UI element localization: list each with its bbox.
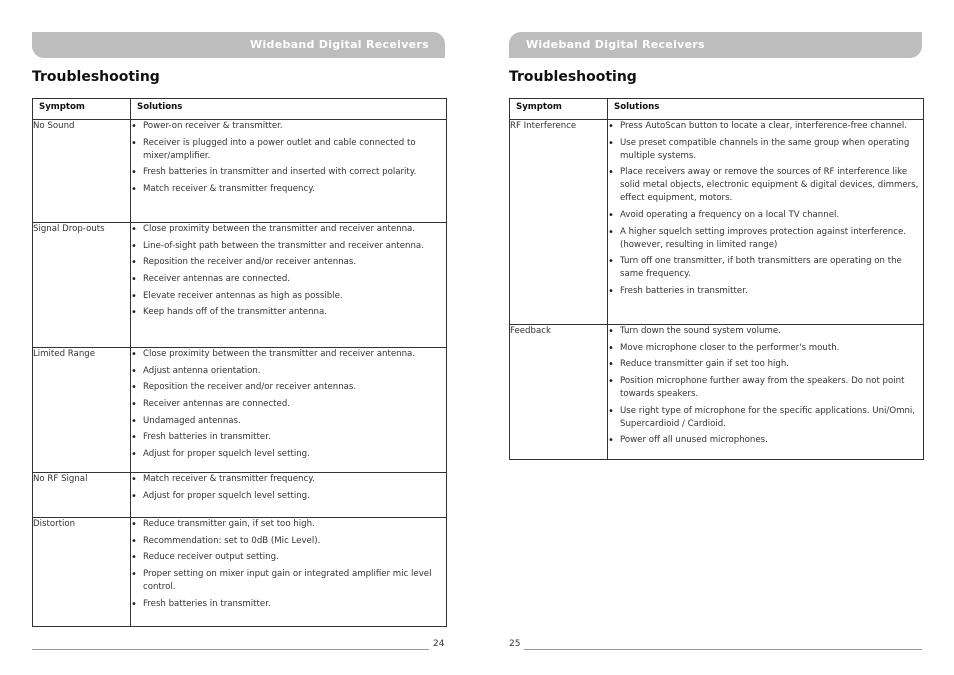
list-item: • Line-of-sight path between the transmitter and receiver antenna. bbox=[131, 240, 446, 253]
symptom-cell: RF Interference bbox=[510, 120, 608, 325]
table-row bbox=[510, 120, 924, 325]
list-item: • Reduce receiver output setting. bbox=[131, 551, 446, 564]
troubleshooting-table bbox=[509, 98, 924, 460]
list-item: • Position microphone further away from the speakers. Do not point towards speakers. bbox=[608, 375, 923, 401]
solutions-list bbox=[131, 120, 446, 196]
footer-divider bbox=[32, 649, 429, 650]
header-banner bbox=[509, 32, 922, 58]
list-item: • Use right type of microphone for the specific applications. Uni/Omni, Supercardioid / Cardioid. bbox=[608, 405, 923, 431]
list-item: • Fresh batteries in transmitter and inserted with correct polarity. bbox=[131, 166, 446, 179]
solutions-list bbox=[131, 473, 446, 503]
symptom-column-header: Symptom bbox=[510, 99, 608, 120]
list-item: • Press AutoScan button to locate a clear, interference-free channel. bbox=[608, 120, 923, 133]
symptom-cell: No Sound bbox=[33, 120, 131, 223]
list-item: • Fresh batteries in transmitter. bbox=[131, 598, 446, 611]
solutions-cell bbox=[131, 473, 447, 518]
solutions-cell bbox=[131, 120, 447, 223]
list-item: • Receiver antennas are connected. bbox=[131, 398, 446, 411]
solutions-cell bbox=[131, 348, 447, 473]
list-item: • Move microphone closer to the performer's mouth. bbox=[608, 342, 923, 355]
list-item: • Reposition the receiver and/or receiver antennas. bbox=[131, 381, 446, 394]
header-title: Wideband Digital Receivers bbox=[250, 38, 429, 51]
right-page bbox=[509, 0, 923, 675]
solutions-list bbox=[131, 348, 446, 461]
list-item: • Use preset compatible channels in the same group when operating multiple systems. bbox=[608, 137, 923, 163]
table-row bbox=[33, 348, 447, 473]
list-item: • Close proximity between the transmitter and receiver antenna. bbox=[131, 348, 446, 361]
list-item: • Match receiver & transmitter frequency. bbox=[131, 183, 446, 196]
symptom-cell: Feedback bbox=[510, 325, 608, 460]
list-item: • Receiver antennas are connected. bbox=[131, 273, 446, 286]
table-header-row bbox=[510, 99, 924, 120]
table-row bbox=[33, 473, 447, 518]
header-banner bbox=[32, 32, 445, 58]
page-number: 25 bbox=[509, 639, 521, 649]
list-item: • Power-on receiver & transmitter. bbox=[131, 120, 446, 133]
page-number: 24 bbox=[433, 639, 445, 649]
symptom-cell: Distortion bbox=[33, 518, 131, 627]
list-item: • Receiver is plugged into a power outlet and cable connected to mixer/amplifier. bbox=[131, 137, 446, 163]
solutions-cell bbox=[608, 325, 924, 460]
list-item: • A higher squelch setting improves protection against interference. (however, resulting in limited range) bbox=[608, 226, 923, 252]
list-item: • Reduce transmitter gain, if set too high. bbox=[131, 518, 446, 531]
solutions-cell bbox=[131, 223, 447, 348]
list-item: • Fresh batteries in transmitter. bbox=[131, 431, 446, 444]
list-item: • Keep hands off of the transmitter antenna. bbox=[131, 306, 446, 319]
solutions-list bbox=[608, 120, 923, 298]
symptom-cell: No RF Signal bbox=[33, 473, 131, 518]
solutions-column-header: Solutions bbox=[608, 99, 924, 120]
list-item: • Avoid operating a frequency on a local TV channel. bbox=[608, 209, 923, 222]
page-title: Troubleshooting bbox=[509, 69, 637, 85]
list-item: • Adjust for proper squelch level setting. bbox=[131, 490, 446, 503]
table-row bbox=[33, 223, 447, 348]
list-item: • Match receiver & transmitter frequency. bbox=[131, 473, 446, 486]
list-item: • Adjust for proper squelch level setting. bbox=[131, 448, 446, 461]
list-item: • Adjust antenna orientation. bbox=[131, 365, 446, 378]
list-item: • Proper setting on mixer input gain or integrated amplifier mic level control. bbox=[131, 568, 446, 594]
solutions-list bbox=[608, 325, 923, 447]
list-item: • Reposition the receiver and/or receiver antennas. bbox=[131, 256, 446, 269]
list-item: • Undamaged antennas. bbox=[131, 415, 446, 428]
footer-divider bbox=[524, 649, 922, 650]
table-header-row bbox=[33, 99, 447, 120]
solutions-cell bbox=[608, 120, 924, 325]
list-item: • Recommendation: set to 0dB (Mic Level). bbox=[131, 535, 446, 548]
symptom-cell: Signal Drop-outs bbox=[33, 223, 131, 348]
troubleshooting-table bbox=[32, 98, 447, 627]
list-item: • Power off all unused microphones. bbox=[608, 434, 923, 447]
list-item: • Reduce transmitter gain if set too high. bbox=[608, 358, 923, 371]
left-page bbox=[32, 0, 446, 675]
list-item: • Turn off one transmitter, if both transmitters are operating on the same frequency. bbox=[608, 255, 923, 281]
list-item: • Close proximity between the transmitter and receiver antenna. bbox=[131, 223, 446, 236]
symptom-cell: Limited Range bbox=[33, 348, 131, 473]
table-row bbox=[510, 325, 924, 460]
symptom-column-header: Symptom bbox=[33, 99, 131, 120]
list-item: • Elevate receiver antennas as high as possible. bbox=[131, 290, 446, 303]
list-item: • Turn down the sound system volume. bbox=[608, 325, 923, 338]
page-title: Troubleshooting bbox=[32, 69, 160, 85]
table-row bbox=[33, 518, 447, 627]
list-item: • Place receivers away or remove the sources of RF interference like solid metal objects, electronic equipment & digital devices, dimmers, effect equipment, motors. bbox=[608, 166, 923, 205]
solutions-cell bbox=[131, 518, 447, 627]
header-title: Wideband Digital Receivers bbox=[526, 38, 705, 51]
solutions-column-header: Solutions bbox=[131, 99, 447, 120]
list-item: • Fresh batteries in transmitter. bbox=[608, 285, 923, 298]
solutions-list bbox=[131, 518, 446, 611]
table-row bbox=[33, 120, 447, 223]
solutions-list bbox=[131, 223, 446, 319]
